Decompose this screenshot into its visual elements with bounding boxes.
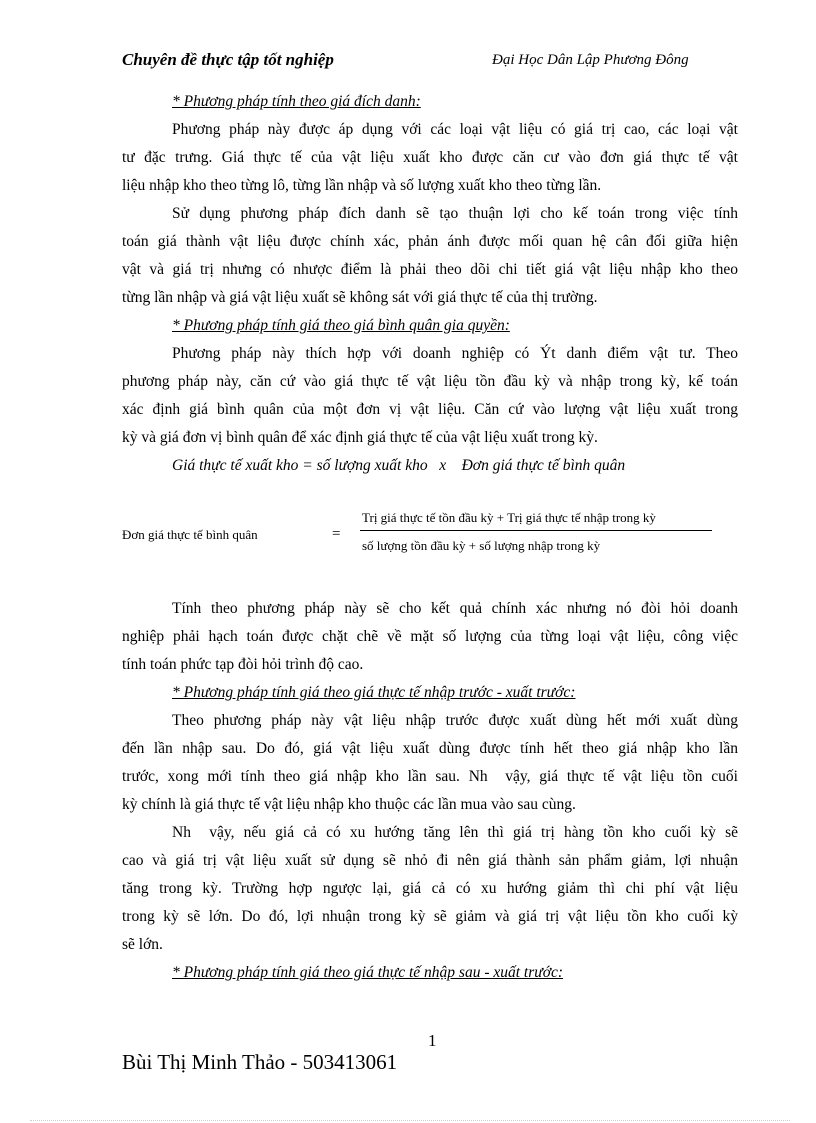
- paragraph-line: đến lần nhập sau. Do đó, giá vật liệu xuất dùng được tính hết theo giá nhập kho lần: [122, 740, 738, 757]
- paragraph-line: Phương pháp này được áp dụng với các loại vật liệu có giá trị cao, các loại vật: [172, 121, 738, 138]
- paragraph-line: tính toán phức tạp đòi hỏi trình độ cao.: [122, 656, 364, 673]
- paragraph-line: Theo phương pháp này vật liệu nhập trước được xuất dùng hết mới xuất dùng: [172, 712, 738, 729]
- paragraph-line: sẽ lớn.: [122, 936, 163, 953]
- paragraph-line: trước, xong mới tính theo giá nhập kho lần sau. Nh vậy, giá thực tế vật liệu tồn cuối: [122, 768, 738, 785]
- formula-line: Giá thực tế xuất kho = số lượng xuất kho x Đơn giá thực tế bình quân: [172, 457, 626, 474]
- paragraph-line: từng lần nhập và giá vật liệu xuất sẽ không sát với giá thực tế của thị trường.: [122, 289, 598, 306]
- paragraph-line: Phương pháp này thích hợp với doanh nghiệp có Ýt danh điểm vật tư. Theo: [172, 345, 738, 362]
- header-title: Chuyên đề thực tập tốt nghiệp: [122, 50, 334, 69]
- paragraph-line: phương pháp này, căn cứ vào giá thực tế vật liệu tồn đầu kỳ và nhập trong kỳ, kế toán: [122, 373, 738, 390]
- formula-numerator: Trị giá thực tế tồn đầu kỳ + Trị giá thực tế nhập trong kỳ: [362, 510, 656, 525]
- formula-label: Đơn giá thực tế bình quân: [122, 527, 258, 542]
- paragraph-line: nghiệp phải hạch toán được chặt chẽ về mặt số lượng của từng loại vật liệu, công việc: [122, 628, 738, 645]
- formula-equals: =: [332, 526, 341, 542]
- paragraph-line: Nh vậy, nếu giá cả có xu hướng tăng lên thì giá trị hàng tồn kho cuối kỳ sẽ: [172, 824, 738, 841]
- section-heading: * Phương pháp tính giá theo giá thực tế nhập trước - xuất trước:: [172, 684, 576, 701]
- formula-denominator: số lượng tồn đầu kỳ + số lượng nhập trong kỳ: [362, 538, 601, 553]
- page-divider: [30, 1120, 790, 1121]
- paragraph-line: toán giá thành vật liệu được chính xác, phản ánh được mối quan hệ cân đối giữa hiện: [122, 233, 738, 250]
- paragraph-line: Sử dụng phương pháp đích danh sẽ tạo thuận lợi cho kế toán trong việc tính: [172, 205, 738, 222]
- footer-author: Bùi Thị Minh Thảo - 503413061: [122, 1050, 398, 1074]
- paragraph-line: kỳ và giá đơn vị bình quân để xác định giá thực tế của vật liệu xuất trong kỳ.: [122, 429, 598, 446]
- fraction-bar: [360, 530, 712, 531]
- section-heading: * Phương pháp tính giá theo giá thực tế nhập sau - xuất trước:: [172, 964, 564, 981]
- page-number: 1: [428, 1031, 437, 1050]
- header-university: Đại Học Dân Lập Phương Đông: [492, 52, 689, 68]
- paragraph-line: tăng trong kỳ. Trường hợp ngược lại, giá cả có xu hướng giảm thì chi phí vật liệu: [122, 880, 738, 897]
- paragraph-line: vật và giá trị nhưng có nhược điểm là phải theo dõi chi tiết giá vật liệu nhập kho theo: [122, 261, 738, 278]
- section-heading: * Phương pháp tính theo giá đích danh:: [172, 93, 421, 110]
- paragraph-line: kỳ chính là giá thực tế vật liệu nhập kho thuộc các lần mua vào sau cùng.: [122, 796, 576, 813]
- paragraph-line: tư đặc trưng. Giá thực tế của vật liệu xuất kho được căn cư vào đơn giá thực tế vật: [122, 149, 738, 166]
- section-heading: * Phương pháp tính giá theo giá bình quân gia quyền:: [172, 317, 510, 334]
- paragraph-line: trong kỳ sẽ lớn. Do đó, lợi nhuận trong kỳ sẽ giảm và giá trị vật liệu tồn kho cuối kỳ: [122, 908, 738, 925]
- paragraph-line: xác định giá bình quân của một đơn vị vật liệu. Căn cứ vào lượng vật liệu xuất trong: [122, 401, 738, 418]
- paragraph-line: cao và giá trị vật liệu xuất sử dụng sẽ nhỏ đi nên giá thành sản phẩm giảm, lợi nhuận: [122, 852, 738, 869]
- paragraph-line: Tính theo phương pháp này sẽ cho kết quả chính xác nhưng nó đòi hỏi doanh: [172, 600, 738, 617]
- paragraph-line: liệu nhập kho theo từng lô, từng lần nhập và số lượng xuất kho theo từng lần.: [122, 177, 602, 194]
